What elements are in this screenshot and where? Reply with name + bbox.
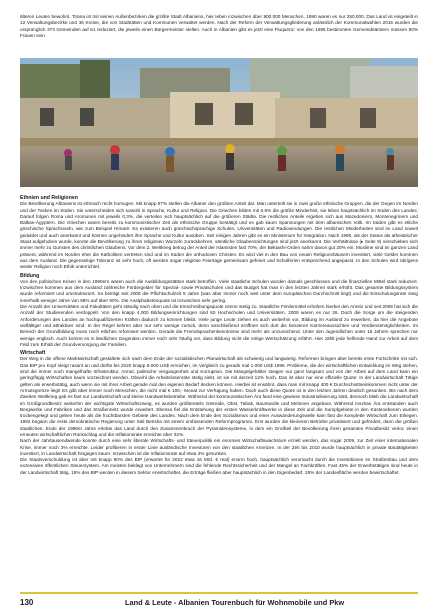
- article-body: [20, 193, 418, 476]
- section-heading-wirtschaft: Wirtschaft: [20, 350, 46, 357]
- section-heading-bildung: Bildung: [20, 272, 40, 279]
- street-scene-image: [20, 58, 418, 187]
- section-paragraph: Von den politischen Krisen in den 1990ern waren auch die Ausbildungsstätten stark betroffen. Viele staatliche Schulen wurden damals geschlossen und die finanziellen Mittel stark reduziert. Inzwischen kommen aus dem Ausland zahlreiche Fördergelder für Spezial- sowie Privatschulen und das Budget hat man in den letzten Jahren stark erhöht. Das gesamte Bildungssystem wurde reformiert und umstrukturiert. So beträgt seit 2008 die Pflichtschulzeit 9 Jahre (was aber immer noch weit unter dem europäischen Durchschnitt liegt) und die Einschulungsrate steig innerhalb weniger Jahre von 68% auf über 90%. Die Analphabetenquote ist inzwischen sehr gering.: [20, 278, 418, 303]
- page-number: 130: [20, 598, 34, 607]
- section-paragraph: Nach der Jahrtausendwende konnte durch eine sehr liberale Wirtschafts- und Steuerpolitik ein enormes Wirtschaftswachstum erzielt werden, das sogar 2009, zur Zeit einer internationalen Krise, immer noch 3% erreichte. Leider profitieren in erster Linie ausländische Investoren von den staatlichen Anreizen. In der Zeit bis 2010 wurde hauptsächlich in private Bautätigkeiten investiert, in Landwirtschaft hingegen kaum. Inzwischen ist die Inflationsrate auf etwa 2% gesunken.: [20, 438, 418, 456]
- intro-paragraph: älteren Leuten bewohnt. Tirana ist mit seinen Außenbezirken die größte Stadt Albaniens, hier leben inzwischen über 900.000 Menschen, 1990 waren es nur 250.000. Das Land ist eingeteilt in 12 Verwaltungsbezirke und 36 Kreise, die von Stadträtten und Kommunen verwaltet werden. Nach der Reform der Verwaltungsgliederung anlässlich der Kommunalwahlen 2015 wurden die ursprünglich 373 Gemeinden auf 61 reduziert, die jeweils einen Bürgermeister stellen. Auch in Albanien gibt es jetzt eine Fluquenz: von den 1595 bestimmten Gemeindeämtern müssen 50% Frauen sein.: [20, 14, 418, 38]
- running-title: Land & Leute - Albanien Tourenbuch für Wohnmobile und Pkw: [125, 598, 345, 607]
- street-photo: [20, 58, 418, 187]
- footer-rule: [20, 592, 418, 594]
- intro-text-block: [20, 14, 418, 39]
- page-footer: [0, 590, 434, 612]
- section-paragraph: Die Staatsverschuldung ist aber mit knapp 80% des BIP (erwartet für 2022 etwa 16 Mrd. € real) enorm hoch, hauptsächlich verursacht durch die Investitionen im Straßenbau und dem exzessiven öffentlichen Steuersystem. Am meisten beklagt von Unternehmern sind die fehlende Rechtssicherheit und der Mangel an Fachkräften. Fast 45% der Erwerbstätigen sind heute in der Landwirtschaft tätig, 19% des BIP werden in diesem Sektor erwirtschaftet, die Erträge fließen aber hauptsächlich in den Eigenbedarf. 25% der Landesfläche werden bewirtschaftet.: [20, 457, 418, 475]
- section-paragraph: Der Weg in die offene Marktwirtschaft gestaltete sich nach dem Ende der sozialistischen Planwirtschaft als schwierig und langwierig. Reformen bringen aber bereits erste Fortschritte mit sich. Das BIP pro Kopf steigt rasant an und dürfte bis 2020 knapp 8.000 US$ erreichen, im Vergleich zu gerade mal 1.000 US$ 1996. Probleme, die der wirtschaftlichen Entwicklung im Weg stehen, sind die immer noch mangelhafte Infrastruktur, Armut, politische Vergangenheit und Korruption. Die Mangelgehälter steigen nur ganz langsam und von der Arbeit auf dem Land kann ein gering/fügig Wirtschaften kaum vorzeichnet werden. Obwohl die Arbeitslosenrate stetig sinkt, ist sie mit derzeit 12% hoch. Das ist aber nur eine offizielle Quote: In der Landwirtschaft Tätige gelten als erwerbstätig, auch wenn sie mit ihrer Arbeit gerade mal den eigenen Bedarf decken können. Hierbei ist erwähnt, dass man mit knapp 400 € Durchschnittseinkommen nicht unter der Armutsgrenze liegt! Es gibt aber immer noch Menschen, die nicht mal € 100,- Monat zur Verfügung haben. Doch auch diese Quote ist in den letzten Jahren deutlich gesunken. Bis nach dem Zweiten Weltkrieg gab es fast nur Landwirtschaft und kleine Handwerksbetriebe. Während der kommunistischen Ära fand eine gewisse Industrialisierung statt, dennoch blieb die Landwirtschaft im Großgrundbesitz weiterhin der wichtigste Wirtschaftszweig, es wurden größtenteils Getreide, Obst, Tabak, Baumwolle und Melonen angebaut. Während Hoxhas Ära entstanden auch Bergwerke und Fabriken und das Straßennetz wurde erweitert. Ebenso fiel die Entstehung der ersten Wasserkraftwerke in diese Zeit und die Sumpfgebiete in den Küstenebenen wurden trockengelegt und geben heute als die fruchtbarsten Gebiete des Landes. Nach dem Ende des Sozialismus und einer Auswanderungswelle kam fast die komplette Wirtschaft zum Erliegen. 1992 begann die erste demokratische Regierung unter Sali Berisha mit einem umfassenden Reformprogramm. Erst wurden die kleineren Betriebe privatisiert und gefördert, dann die größen staatlichen. Ende der 1990er Jahre erlebte das Land durch den Zusammenbruch der Pyramidensysteme, in dem ein Großteil der Bevölkerung ihren gesamten Privatbesitz verlor, einen erneuten wirtschaftlichen Rückschlag und die Inflationsrate erreichte über 32%.: [20, 356, 418, 437]
- section-paragraph: Die Bevölkerung Albaniens ist ethnisch recht homogen. Mit knapp 97% stellen die Albaner den größten Anteil dar. Man unterteilt sie in zwei große ethnische Gruppen, die der Gegen im Norden und der Tosken im Süden. Sie unterscheiden sich sowohl in Sprache, Kultur und Religion. Die Griechen bilden mit 0,9% die größte Minderheit, sie leben hauptsächlich im Süden des Landes. Darauf folgen Roma und Aromunen mit jeweils 0,3%, die verteilen sich hauptsächlich auf die größeren Städte. Die restlichen Anteile ergeben sich aus Mazedoniern, Montenegrinern und Balkan-Ägyptern. Die Griechen waren bereits zu kommunistischer Zeit als ethnische Gruppe bestätigt und es gab kaum Spannungen mit dem albanischen Volk. Im Süden gibt es etliche griechische Sprachinseln, wie zum Beispiel Himarë. Es existieren auch griechischsprachige Schulen, Universitäten und Radiosendungen. Die restlichen Minderheiten sind im Land soweit geduldet und auch anerkannt und können ungehindert ihre Sprache und Kultur ausüben. Seit einigen Jahren gibt es ein Ministerium für Integration. Nach 1990, als der Status als atheistischer Staat aufgehoben wurde, konnte die Bevölkerung zu ihren religiösen Wurzeln zurückkehren, sämtliche Glaubensrichtungen sind jetzt anerkannt. Die Verhältnisse (▸ Seite 9) verschieben sich immer mehr zu Gunsten des christlichen Glaubens. Vor dem 2. Weltkrieg betrug der Anteil der Islamisten fast 70%, der Bektashi-Orden nahm davon gut 20% ein. Muslime sind im ganzen Land präsent, während im Norden eher die Katholiken vertreten sind und im Süden die orthodoxen Christen. Es wird viel in den Bau von neuen Religionshäusern investiert, viele Gelder kommen aus dem Ausland. Die gegenseitige Toleranz ist sehr hoch, oft werden sogar religiöse Feiertage gemeinsam gefeiert und Schulferien entsprechend angepasst. In den Schulen wird übrigens weder Religion noch Ethik unterrichtet.: [20, 201, 418, 270]
- section-paragraph: Die Anzahl der Universitäten und Fakultäten geht ständig nach oben und die Einschreibungsquote nimmt stetig zu. Staatliche Fördermittel erhöhen hierbei den Anreiz und seit 2009 hat sich die Anzahl der Studierenden verdoppelt. Von den knapp 4.000 Bildungseinrichtungen sind 60 Hochschulen und Universitäten. 2009 waren es nur 26. Doch die Sorge um die steigenden Anforderungen des Landes an hochqualifizierten Kräften dadurch zu können bleibt. Viele junge Leute ziehen es auch weiterhin vor, Bildung im Ausland zu erwerben, da hier die Angebote vielfältiger und attraktiver sind. In der Regel kehren aber nur sehr wenige zurück, denn anschließend eröffnen sich dort die besseren Karriereaussichten und Verdienstmöglichkeiten. Im Bereich der Grundbildung muss noch etliches reformiert werden. Gerade die Fremdsprachenkenntnisse sind mehr als unzureichend. Unter den Jugendlichen unter 15 Jahren sprechen nur wenige englisch. Auch kommt es in ländlichen Gegenden immer noch sehr häufig vor, dass Bildung nicht die nötige Wertschätzung erfährt. Hier zählt jede helfende Hand zur Arbeit auf dem Feld zum Erhalt der Grundversorgung der Familien.: [20, 304, 418, 347]
- section-heading-ethnien: Ethnien und Religionen: [20, 195, 78, 201]
